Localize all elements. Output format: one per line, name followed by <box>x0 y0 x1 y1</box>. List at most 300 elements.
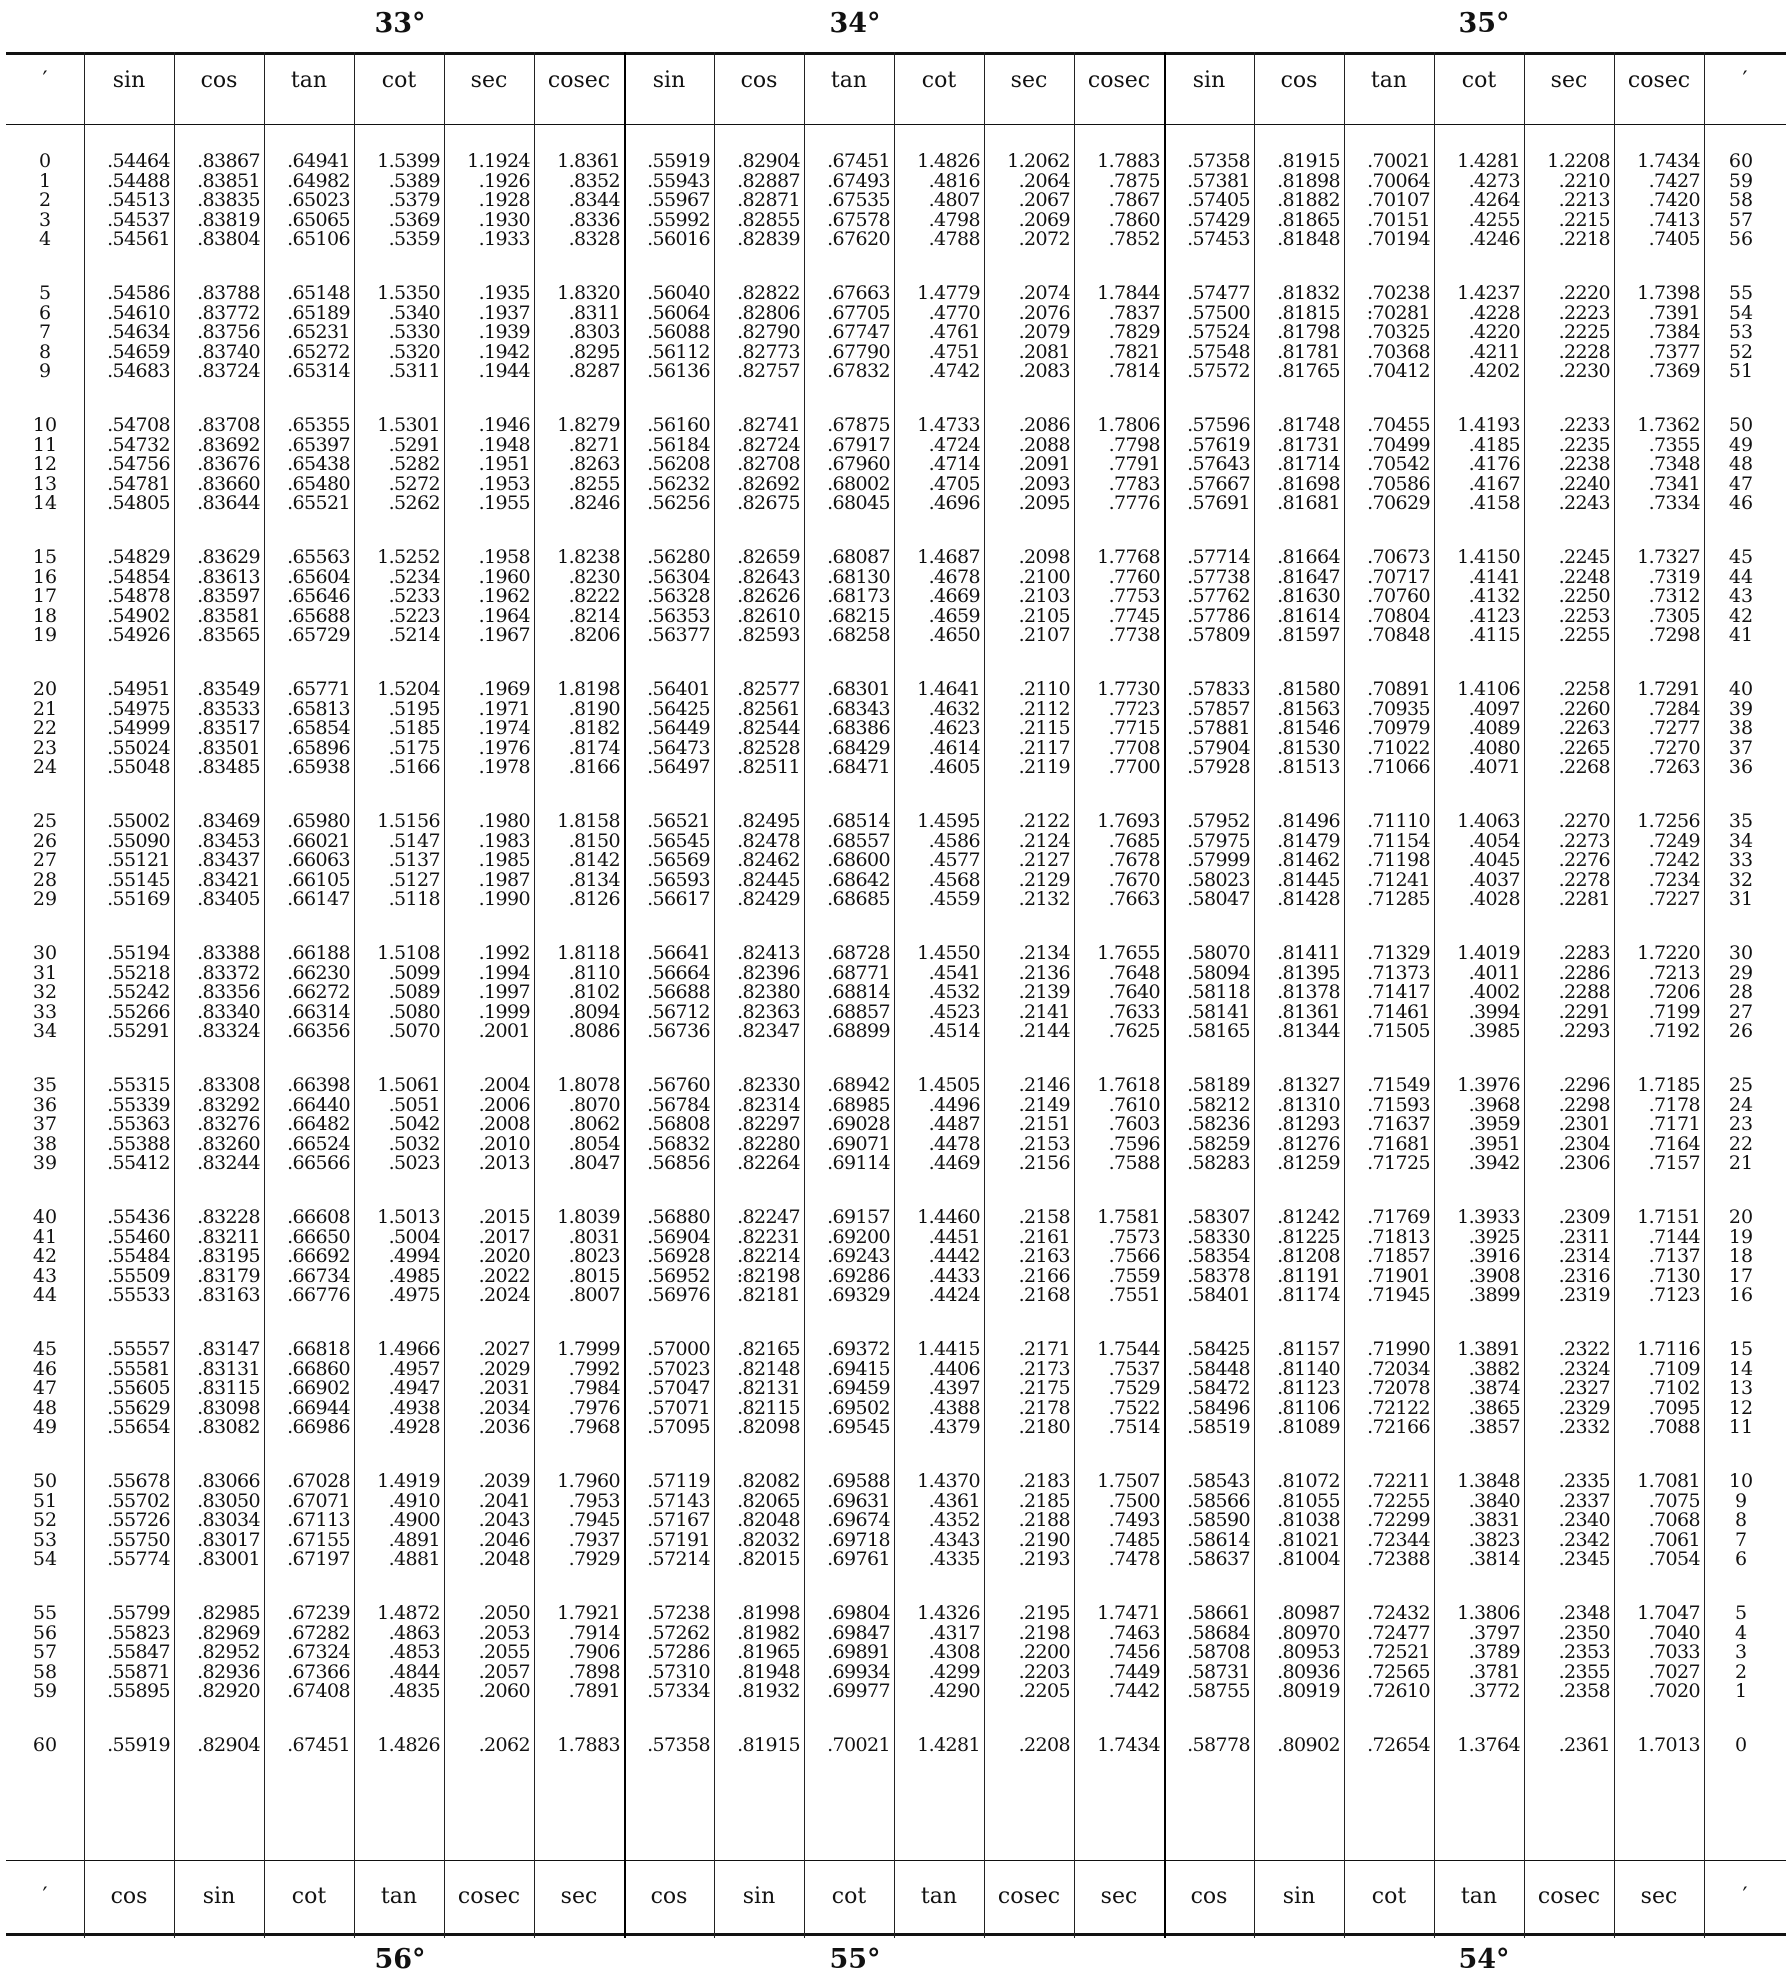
table-cell: 1.4641 <box>917 678 980 700</box>
table-cell: .7213 <box>1648 961 1700 984</box>
table-cell: .71066 <box>1367 756 1430 779</box>
minute-value: 27 <box>32 849 58 872</box>
minute-value: 52 <box>32 1509 58 1532</box>
table-cell: .55412 <box>107 1152 170 1175</box>
table-cell: .2141 <box>1018 1000 1070 1023</box>
table-cell: .71637 <box>1367 1113 1430 1136</box>
table-cell: .66902 <box>287 1377 350 1400</box>
table-cell: .71417 <box>1367 981 1430 1004</box>
table-cell: .4037 <box>1468 868 1520 891</box>
table-cell: .4816 <box>928 169 980 192</box>
table-cell: .7493 <box>1108 1509 1160 1532</box>
table-cell: .54805 <box>107 492 170 515</box>
trig-table <box>6 52 1786 1938</box>
table-cell: .4406 <box>928 1357 980 1380</box>
minute-value-complement: 58 <box>1728 189 1754 212</box>
table-cell: .4844 <box>388 1660 440 1683</box>
table-cell: .55967 <box>647 189 710 212</box>
table-cell: .66063 <box>287 849 350 872</box>
degree-footer-56: 56° <box>374 1944 426 1975</box>
table-cell: .2345 <box>1558 1548 1610 1571</box>
table-cell: .82773 <box>737 340 800 363</box>
table-cell: .2029 <box>478 1357 530 1380</box>
table-cell: .55678 <box>107 1470 170 1492</box>
table-cell: .83388 <box>197 942 260 964</box>
table-cell: .2281 <box>1558 888 1610 911</box>
table-cell: .55799 <box>107 1602 170 1624</box>
table-cell: .1985 <box>478 849 530 872</box>
table-cell: .65314 <box>287 360 350 383</box>
table-cell: .56688 <box>647 981 710 1004</box>
table-cell: .7405 <box>1648 228 1700 251</box>
table-cell: .7945 <box>568 1509 620 1532</box>
table-cell: 1.7693 <box>1097 810 1160 832</box>
table-cell: .55242 <box>107 981 170 1004</box>
table-cell: .68258 <box>827 624 890 647</box>
table-cell: .71285 <box>1367 888 1430 911</box>
table-cell: 1.8320 <box>557 282 620 304</box>
table-cell: .5311 <box>388 360 440 383</box>
table-cell: .4496 <box>928 1093 980 1116</box>
table-cell: .4659 <box>928 604 980 627</box>
table-cell: .82148 <box>737 1357 800 1380</box>
column-footer: cos <box>650 1884 688 1909</box>
table-cell: .56521 <box>647 810 710 832</box>
table-cell: .8222 <box>568 585 620 608</box>
minute-value: 36 <box>32 1093 58 1116</box>
table-cell: .56952 <box>647 1264 710 1287</box>
minute-value: 7 <box>38 321 52 344</box>
table-cell: .81882 <box>1277 189 1340 212</box>
table-cell: .68600 <box>827 849 890 872</box>
table-cell: .81208 <box>1277 1245 1340 1268</box>
table-cell: .82561 <box>737 697 800 720</box>
table-cell: .7020 <box>1648 1680 1700 1703</box>
table-cell: .2107 <box>1018 624 1070 647</box>
table-cell: .2270 <box>1558 810 1610 832</box>
table-cell: .2215 <box>1558 208 1610 231</box>
table-cell: .2337 <box>1558 1489 1610 1512</box>
table-cell: .82887 <box>737 169 800 192</box>
table-cell: .83851 <box>197 169 260 192</box>
degree-footer-55: 55° <box>829 1944 881 1975</box>
table-cell: .67620 <box>827 228 890 251</box>
table-cell: .54659 <box>107 340 170 363</box>
table-cell: .68386 <box>827 717 890 740</box>
table-cell: .65604 <box>287 565 350 588</box>
minute-value: 4 <box>38 228 52 251</box>
table-cell: .57119 <box>647 1470 710 1492</box>
table-cell: 1.7618 <box>1097 1074 1160 1096</box>
table-cell: 1.8158 <box>557 810 620 832</box>
table-cell: .2235 <box>1558 433 1610 456</box>
table-cell: .8206 <box>568 624 620 647</box>
table-cell: .55943 <box>647 169 710 192</box>
table-cell: .72477 <box>1367 1621 1430 1644</box>
table-cell: .2091 <box>1018 453 1070 476</box>
minute-value: 12 <box>32 453 58 476</box>
table-cell: .1946 <box>478 414 530 436</box>
table-cell: .8336 <box>568 208 620 231</box>
table-cell: .7700 <box>1108 756 1160 779</box>
table-cell: .3781 <box>1468 1660 1520 1683</box>
table-cell: .58259 <box>1187 1132 1250 1155</box>
table-cell: .2055 <box>478 1641 530 1664</box>
table-cell: .7914 <box>568 1621 620 1644</box>
minute-value: 40 <box>32 1206 58 1228</box>
table-cell: .4352 <box>928 1509 980 1532</box>
table-cell: .56736 <box>647 1020 710 1043</box>
table-cell: .70629 <box>1367 492 1430 515</box>
table-cell: .57643 <box>1187 453 1250 476</box>
table-cell: .2072 <box>1018 228 1070 251</box>
table-cell: .8126 <box>568 888 620 911</box>
table-cell: .1997 <box>478 981 530 1004</box>
table-cell: .7384 <box>1648 321 1700 344</box>
table-cell: .2175 <box>1018 1377 1070 1400</box>
table-cell: .58378 <box>1187 1264 1250 1287</box>
minute-value: 54 <box>32 1548 58 1571</box>
table-cell: .7068 <box>1648 1509 1700 1532</box>
table-cell: .2273 <box>1558 829 1610 852</box>
table-cell: .2218 <box>1558 228 1610 251</box>
table-cell: .67408 <box>287 1680 350 1703</box>
table-cell: .67155 <box>287 1528 350 1551</box>
minute-value-complement: 35 <box>1728 810 1754 832</box>
table-cell: .2286 <box>1558 961 1610 984</box>
table-cell: .80953 <box>1277 1641 1340 1664</box>
table-cell: .2057 <box>478 1660 530 1683</box>
table-cell: .4397 <box>928 1377 980 1400</box>
table-cell: .66440 <box>287 1093 350 1116</box>
table-cell: .68173 <box>827 585 890 608</box>
minute-value-complement: 48 <box>1728 453 1754 476</box>
table-cell: .7678 <box>1108 849 1160 872</box>
table-cell: .1935 <box>478 282 530 304</box>
table-cell: .7514 <box>1108 1416 1160 1439</box>
table-cell: .55145 <box>107 868 170 891</box>
column-footer: cos <box>1190 1884 1228 1909</box>
table-cell: .83835 <box>197 189 260 212</box>
table-cell: .67028 <box>287 1470 350 1492</box>
table-cell: .58708 <box>1187 1641 1250 1664</box>
table-cell: .56280 <box>647 546 710 568</box>
table-cell: 1.4106 <box>1457 678 1520 700</box>
table-cell: .1987 <box>478 868 530 891</box>
minute-value-complement: 33 <box>1728 849 1754 872</box>
table-cell: .1962 <box>478 585 530 608</box>
minute-value: 43 <box>32 1264 58 1287</box>
table-cell: .55048 <box>107 756 170 779</box>
table-cell: .82015 <box>737 1548 800 1571</box>
table-cell: .2329 <box>1558 1396 1610 1419</box>
table-cell: 1.4150 <box>1457 546 1520 568</box>
table-cell: .2093 <box>1018 472 1070 495</box>
minute-value: 8 <box>38 340 52 363</box>
table-cell: .82214 <box>737 1245 800 1268</box>
table-cell: .58448 <box>1187 1357 1250 1380</box>
table-cell: .57975 <box>1187 829 1250 852</box>
table-cell: .8255 <box>568 472 620 495</box>
table-cell: .67071 <box>287 1489 350 1512</box>
table-cell: .83244 <box>197 1152 260 1175</box>
table-cell: .56088 <box>647 321 710 344</box>
column-header: tan <box>290 68 328 93</box>
table-cell: .80919 <box>1277 1680 1340 1703</box>
table-cell: .83211 <box>197 1225 260 1248</box>
table-cell: .81932 <box>737 1680 800 1703</box>
table-cell: .2263 <box>1558 717 1610 740</box>
table-cell: .57286 <box>647 1641 710 1664</box>
table-cell: .56593 <box>647 868 710 891</box>
table-cell: .5214 <box>388 624 440 647</box>
table-cell: :82198 <box>736 1264 800 1287</box>
table-cell: .5330 <box>388 321 440 344</box>
table-cell: .1944 <box>478 360 530 383</box>
table-cell: .83629 <box>197 546 260 568</box>
table-cell: .81259 <box>1277 1152 1340 1175</box>
table-cell: .83756 <box>197 321 260 344</box>
table-cell: .4451 <box>928 1225 980 1248</box>
table-cell: .5023 <box>388 1152 440 1175</box>
table-cell: .57334 <box>647 1680 710 1703</box>
minute-value: 24 <box>32 756 58 779</box>
table-cell: .55315 <box>107 1074 170 1096</box>
table-cell: .4141 <box>1468 565 1520 588</box>
table-cell: .57952 <box>1187 810 1250 832</box>
table-cell: .65688 <box>287 604 350 627</box>
minute-header: ′ <box>42 68 48 93</box>
table-cell: .4957 <box>388 1357 440 1380</box>
table-cell: .56160 <box>647 414 710 436</box>
minute-value-complement: 60 <box>1728 150 1754 172</box>
table-cell: .68899 <box>827 1020 890 1043</box>
table-cell: .57999 <box>1187 849 1250 872</box>
table-cell: .65980 <box>287 810 350 832</box>
table-cell: .2062 <box>478 1734 530 1756</box>
table-cell: 1.4281 <box>1457 150 1520 172</box>
table-cell: .65938 <box>287 756 350 779</box>
table-cell: .82396 <box>737 961 800 984</box>
table-cell: 1.4779 <box>917 282 980 304</box>
table-cell: .56377 <box>647 624 710 647</box>
minute-value-complement: 14 <box>1728 1357 1754 1380</box>
column-footer: tan <box>920 1884 958 1909</box>
table-cell: 1.4460 <box>917 1206 980 1228</box>
table-cell: .67705 <box>827 301 890 324</box>
table-cell: .2124 <box>1018 829 1070 852</box>
table-cell: .66147 <box>287 888 350 911</box>
table-cell: .58425 <box>1187 1338 1250 1360</box>
table-cell: .81681 <box>1277 492 1340 515</box>
table-cell: .83147 <box>197 1338 260 1360</box>
table-cell: .55291 <box>107 1020 170 1043</box>
table-cell: .81664 <box>1277 546 1340 568</box>
table-cell: .2168 <box>1018 1284 1070 1307</box>
table-cell: .7522 <box>1108 1396 1160 1419</box>
table-cell: .56760 <box>647 1074 710 1096</box>
table-cell: .2043 <box>478 1509 530 1532</box>
table-cell: .7478 <box>1108 1548 1160 1571</box>
table-cell: .82675 <box>737 492 800 515</box>
column-footer: sec <box>1640 1884 1678 1909</box>
table-cell: .82936 <box>197 1660 260 1683</box>
minute-value: 35 <box>32 1074 58 1096</box>
table-cell: 1.4193 <box>1457 414 1520 436</box>
table-cell: .2288 <box>1558 981 1610 1004</box>
table-cell: .81378 <box>1277 981 1340 1004</box>
table-cell: .2158 <box>1018 1206 1070 1228</box>
table-cell: .56208 <box>647 453 710 476</box>
table-cell: 1.4326 <box>917 1602 980 1624</box>
table-cell: .4900 <box>388 1509 440 1532</box>
table-cell: .57548 <box>1187 340 1250 363</box>
table-cell: .1948 <box>478 433 530 456</box>
table-cell: .2079 <box>1018 321 1070 344</box>
table-cell: .56184 <box>647 433 710 456</box>
table-cell: .1928 <box>478 189 530 212</box>
table-cell: .66314 <box>287 1000 350 1023</box>
table-cell: .67493 <box>827 169 890 192</box>
minute-value: 19 <box>32 624 58 647</box>
table-cell: .56136 <box>647 360 710 383</box>
table-cell: .56712 <box>647 1000 710 1023</box>
table-cell: .57596 <box>1187 414 1250 436</box>
table-cell: .2088 <box>1018 433 1070 456</box>
table-cell: .1983 <box>478 829 530 852</box>
table-cell: .4807 <box>928 189 980 212</box>
table-cell: .8054 <box>568 1132 620 1155</box>
minute-value-complement: 25 <box>1728 1074 1754 1096</box>
table-cell: .8142 <box>568 849 620 872</box>
table-cell: .2248 <box>1558 565 1610 588</box>
table-cell: .82048 <box>737 1509 800 1532</box>
table-cell: .69545 <box>827 1416 890 1439</box>
table-cell: .4246 <box>1468 228 1520 251</box>
table-cell: .83867 <box>197 150 260 172</box>
minute-value-complement: 34 <box>1728 829 1754 852</box>
table-cell: .4853 <box>388 1641 440 1664</box>
table-cell: .57928 <box>1187 756 1250 779</box>
table-cell: :70281 <box>1366 301 1430 324</box>
table-cell: .7738 <box>1108 624 1160 647</box>
table-cell: .70760 <box>1367 585 1430 608</box>
table-cell: .54610 <box>107 301 170 324</box>
table-cell: .82065 <box>737 1489 800 1512</box>
table-cell: .4424 <box>928 1284 980 1307</box>
table-cell: .81191 <box>1277 1264 1340 1287</box>
table-cell: .8246 <box>568 492 620 515</box>
table-cell: .82231 <box>737 1225 800 1248</box>
minute-value: 56 <box>32 1621 58 1644</box>
table-cell: .7663 <box>1108 888 1160 911</box>
table-cell: .66986 <box>287 1416 350 1439</box>
table-cell: .69674 <box>827 1509 890 1532</box>
table-cell: .69804 <box>827 1602 890 1624</box>
table-cell: .5070 <box>388 1020 440 1043</box>
table-cell: .54586 <box>107 282 170 304</box>
minute-value-complement: 42 <box>1728 604 1754 627</box>
minute-value: 34 <box>32 1020 58 1043</box>
table-cell: .68045 <box>827 492 890 515</box>
table-cell: .3899 <box>1468 1284 1520 1307</box>
table-cell: .4123 <box>1468 604 1520 627</box>
table-cell: .71901 <box>1367 1264 1430 1287</box>
table-cell: .8094 <box>568 1000 620 1023</box>
table-cell: .55557 <box>107 1338 170 1360</box>
table-cell: 1.5301 <box>377 414 440 436</box>
table-cell: .72078 <box>1367 1377 1430 1400</box>
table-cell: .4299 <box>928 1660 980 1683</box>
table-cell: .58731 <box>1187 1660 1250 1683</box>
table-cell: .7095 <box>1648 1396 1700 1419</box>
table-cell: 1.7434 <box>1097 1734 1160 1756</box>
table-cell: 1.7291 <box>1637 678 1700 700</box>
table-cell: .2153 <box>1018 1132 1070 1155</box>
table-cell: .54708 <box>107 414 170 436</box>
table-cell: .58614 <box>1187 1528 1250 1551</box>
table-cell: .4523 <box>928 1000 980 1023</box>
minute-value: 28 <box>32 868 58 891</box>
table-cell: .4028 <box>1468 888 1520 911</box>
table-cell: .83340 <box>197 1000 260 1023</box>
table-cell: .7449 <box>1108 1660 1160 1683</box>
table-cell: 1.4872 <box>377 1602 440 1624</box>
table-cell: .83644 <box>197 492 260 515</box>
table-cell: .2319 <box>1558 1284 1610 1307</box>
table-cell: .2069 <box>1018 208 1070 231</box>
table-cell: .3831 <box>1468 1509 1520 1532</box>
table-cell: .2173 <box>1018 1357 1070 1380</box>
table-cell: .58684 <box>1187 1621 1250 1644</box>
table-cell: .56449 <box>647 717 710 740</box>
table-cell: .54975 <box>107 697 170 720</box>
table-cell: .8344 <box>568 189 620 212</box>
table-cell: .1992 <box>478 942 530 964</box>
minute-value: 41 <box>32 1225 58 1248</box>
table-cell: .82445 <box>737 868 800 891</box>
table-cell: .82280 <box>737 1132 800 1155</box>
table-cell: .70586 <box>1367 472 1430 495</box>
table-cell: .72610 <box>1367 1680 1430 1703</box>
table-cell: .83469 <box>197 810 260 832</box>
table-cell: .7753 <box>1108 585 1160 608</box>
table-cell: .58519 <box>1187 1416 1250 1439</box>
table-cell: .55919 <box>647 150 710 172</box>
table-cell: .82952 <box>197 1641 260 1664</box>
table-cell: .81411 <box>1277 942 1340 964</box>
table-cell: .8214 <box>568 604 620 627</box>
table-cell: .67535 <box>827 189 890 212</box>
table-cell: .8230 <box>568 565 620 588</box>
table-cell: .56569 <box>647 849 710 872</box>
minute-value: 50 <box>32 1470 58 1492</box>
table-cell: .7075 <box>1648 1489 1700 1512</box>
table-cell: .69631 <box>827 1489 890 1512</box>
table-cell: .8182 <box>568 717 620 740</box>
table-cell: .82181 <box>737 1284 800 1307</box>
table-cell: .4863 <box>388 1621 440 1644</box>
table-cell: .2223 <box>1558 301 1610 324</box>
table-cell: .69200 <box>827 1225 890 1248</box>
table-cell: .57453 <box>1187 228 1250 251</box>
table-cell: .4910 <box>388 1489 440 1512</box>
table-cell: .2213 <box>1558 189 1610 212</box>
table-cell: .81714 <box>1277 453 1340 476</box>
table-cell: 1.7471 <box>1097 1602 1160 1624</box>
table-cell: .54878 <box>107 585 170 608</box>
table-cell: 1.5204 <box>377 678 440 700</box>
